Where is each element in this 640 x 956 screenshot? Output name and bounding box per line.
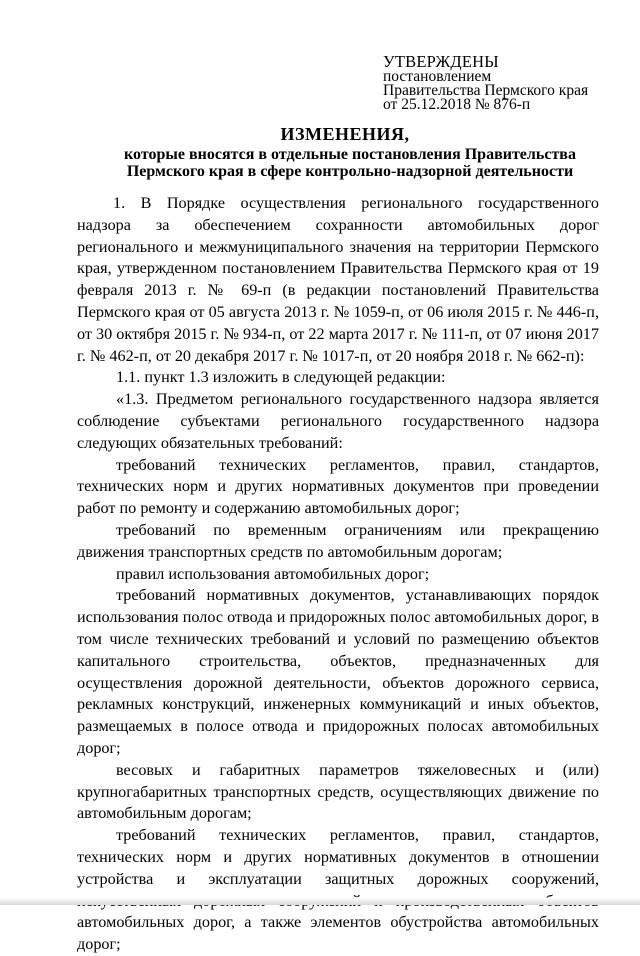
page-bottom-edge [0, 898, 640, 905]
paragraph-item-1-1: 1.1. пункт 1.3 изложить в следующей редакции: [116, 368, 446, 387]
document-title: ИЗМЕНЕНИЯ, [280, 124, 410, 144]
subtitle-line: Пермского края в сфере контрольно-надзорной деятельности [126, 163, 574, 180]
paragraph-requirement: требований технических регламентов, правил, стандартов, технических норм и других нормативных документов в отношении устройства и эксплуатации защитных дорожных сооружений, автомобильных дорог, а также элементов обустройства автомобильных дорог; [77, 826, 599, 954]
approval-line: постановлением [383, 68, 492, 85]
document-heading [80, 123, 610, 180]
paragraph-requirement: правил использования автомобильных дорог; [116, 564, 430, 583]
paragraph-quote-1-3: «1.3. Предметом регионального государственного надзора является соблюдение субъектами регионального государственного надзора следующих обязательных требований: [77, 390, 599, 452]
paragraph-requirement: требований по временным ограничениям или прекращению движения транспортных средств по автомобильным дорогам; [77, 520, 599, 561]
approval-line: от 25.12.2018 № 876-п [383, 96, 531, 113]
paragraph-requirement: требований нормативных документов, устанавливающих порядок использования полос отвода и придорожных полос автомобильных дорог, в том числе технических требований и условий по размещению объектов капитального строительства, объектов, предназначенных для осуществления дорожной деятельности, объектов дорожного сервиса, рекламных конструкций, инженерных коммуникаций и иных объектов, размещаемых в полосе отвода и придорожных полосах автомобильных дорог; [77, 586, 599, 757]
paragraph-requirement: весовых и габаритных параметров тяжеловесных и (или) крупногабаритных транспортных средств, осуществляющих движение по автомобильным дорогам; [77, 760, 599, 823]
document-body [77, 193, 599, 956]
paragraph-requirement: требований технических регламентов, правил, стандартов, технических норм и других нормативных документов при проведении работ по ремонту и содержанию автомобильных дорог; [77, 455, 599, 518]
subtitle-line: которые вносятся в отдельные постановления Правительства [124, 146, 576, 163]
approval-line: Правительства Пермского края [383, 82, 589, 99]
approval-block [383, 54, 623, 112]
document-subtitle [80, 146, 610, 180]
paragraph-item-1: 1. В Порядке осуществления регионального государственного надзора за обеспечением сохранности автомобильных дорог регионального и межмуниципального значения на территории Пермского края, утвержденном постановлением Правительства Пермского края от 19 февраля 2013 г. № 69-п (в редакции постановлений Правительства Пермского края от 05 августа 2013 г. № 1059-п, от 06 июля 2015 г. № 446-п, от 30 октября 2015 г. № 934-п, от 22 марта 2017 г. № 111-п, от 07 июня 2017 г. № 462-п, от 20 декабря 2017 г. № 1017-п, от 20 ноября 2018 г. № 662-п): [77, 194, 599, 365]
approval-title: УТВЕРЖДЕНЫ [383, 52, 499, 71]
